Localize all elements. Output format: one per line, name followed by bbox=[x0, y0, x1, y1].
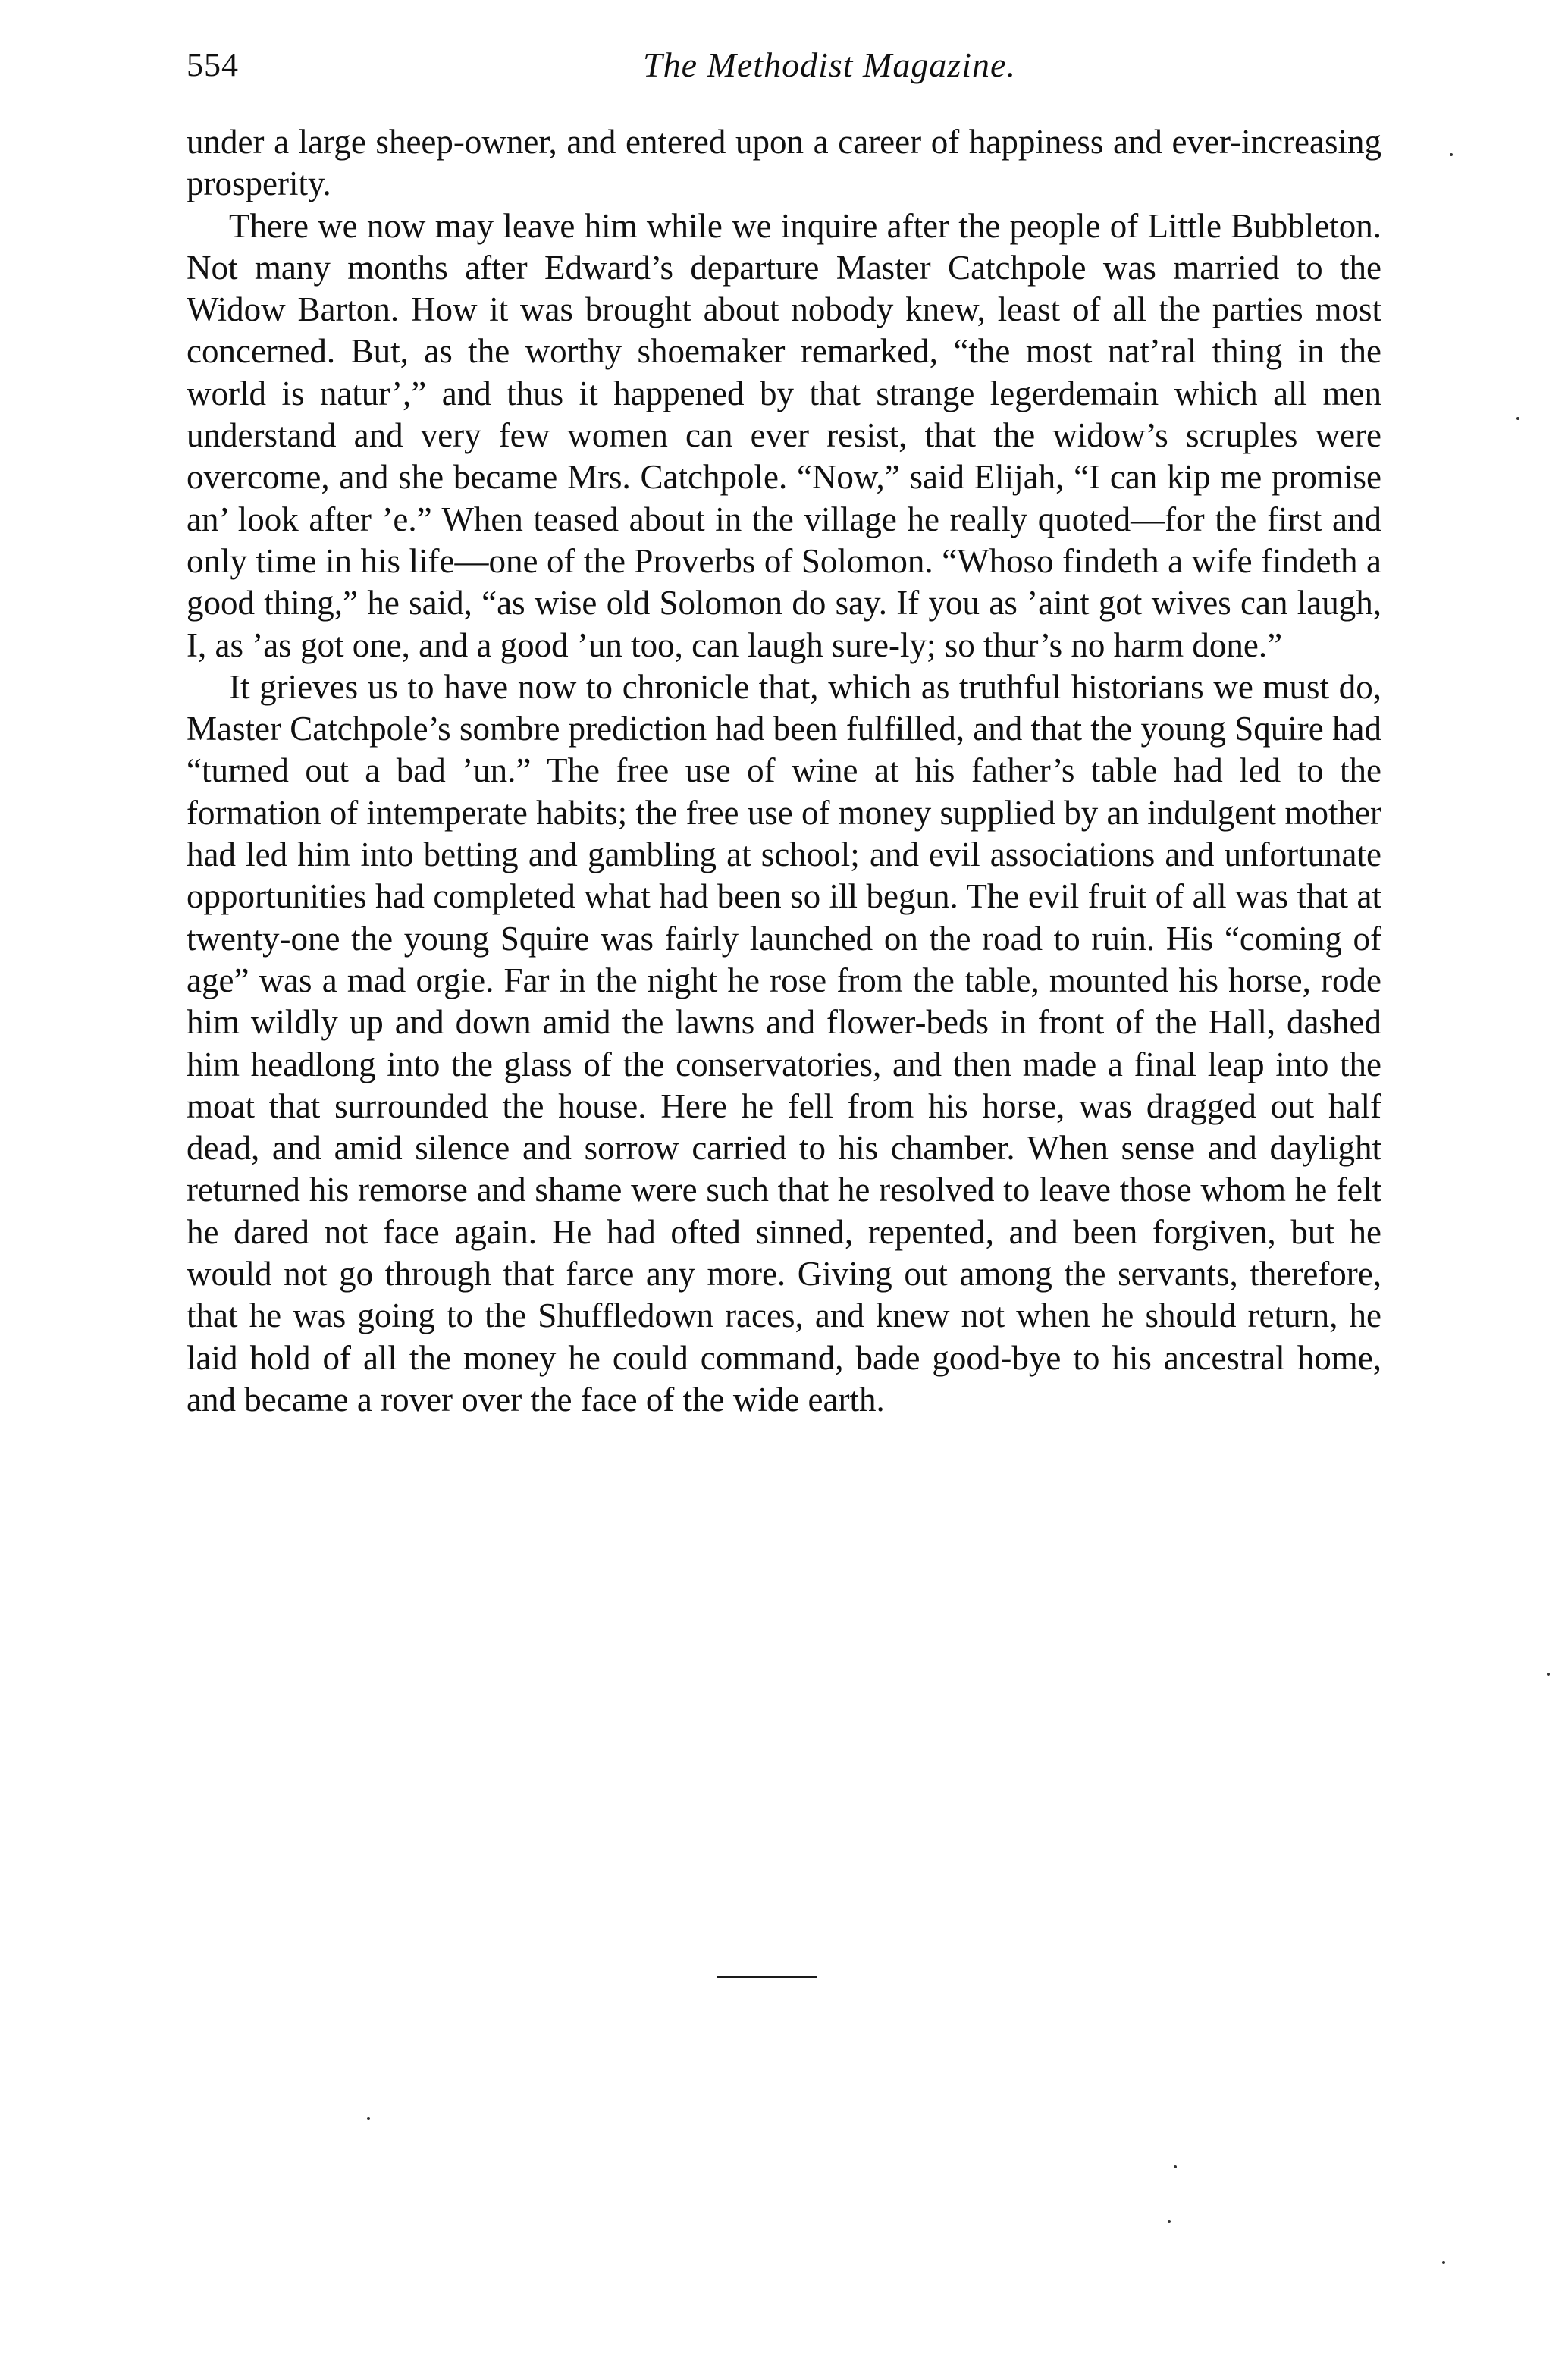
running-title: The Methodist Magazine. bbox=[643, 45, 1016, 84]
scan-speck bbox=[1516, 417, 1519, 420]
paragraph: It grieves us to have now to chronicle that, which as truthful historians we must do, Master Catchpole’s sombre prediction had been fulfilled, and that the young Squire had “turned out a bad ’un.” The free use of wine at his father’s table had led to the formation of intemperate habits; the free use of money supplied by an indulgent mother had led him into betting and gambling at school; and evil associations and unfortunate opportunities had completed what had been so ill begun. The evil fruit of all was that at twenty-one the young Squire was fairly launched on the road to ruin. His “coming of age” was a mad orgie. Far in the night he rose from the table, mounted his horse, rode him wildly up and down amid the lawns and flower-beds in front of the Hall, dashed him headlong into the glass of the conservatories, and then made a final leap into the moat that surrounded the house. Here he fell from his horse, was dragged out half dead, and amid silence and sorrow carried to his chamber. When sense and daylight returned his remorse and shame were such that he resolved to leave those whom he felt he dared not face again. He had ofted sinned, repented, and been forgiven, but he would not go through that farce any more. Giving out among the servants, therefore, that he was going to the Shuffledown races, and knew not when he should return, he laid hold of all the money he could command, bade good-bye to his ancestral home, and became a rover over the face of the wide earth. bbox=[187, 667, 1381, 1419]
paragraph: There we now may leave him while we inquire after the people of Little Bubbleton. Not many months after Edward’s departure Master Catchpole was married to the Widow Barton. How it was brought about nobody knew, least of all the parties most concerned. But, as the worthy shoemaker remarked, “the most nat’ral thing in the world is natur’,” and thus it happened by that strange legerdemain which all men understand and very few women can ever resist, that the widow’s scruples were overcome, and she became Mrs. Catchpole. “Now,” said Elijah, “I can kip me promise an’ look after ’e.” When teased about in the village he really quoted—for the first and only time in his life—one of the Proverbs of Solomon. “Whoso findeth a wife findeth a good thing,” he said, “as wise old Solomon do say. If you as ’aint got wives can laugh, I, as ’as got one, and a good ’un too, can laugh sure-ly; so thur’s no harm done.” bbox=[187, 206, 1381, 664]
scan-speck bbox=[1547, 1673, 1550, 1676]
page-number: 554 bbox=[187, 46, 239, 83]
article-body bbox=[187, 121, 1381, 1421]
scan-speck bbox=[1450, 153, 1453, 156]
paragraph-continued: under a large sheep-owner, and entered upon a career of happiness and ever-increasing prosperity. bbox=[187, 123, 1381, 203]
scan-speck bbox=[1174, 2165, 1177, 2168]
scan-speck bbox=[1168, 2220, 1171, 2223]
scan-speck bbox=[367, 2117, 370, 2120]
page-header bbox=[187, 42, 1381, 88]
scan-speck bbox=[1442, 2261, 1445, 2264]
section-end-rule bbox=[717, 1976, 817, 1978]
